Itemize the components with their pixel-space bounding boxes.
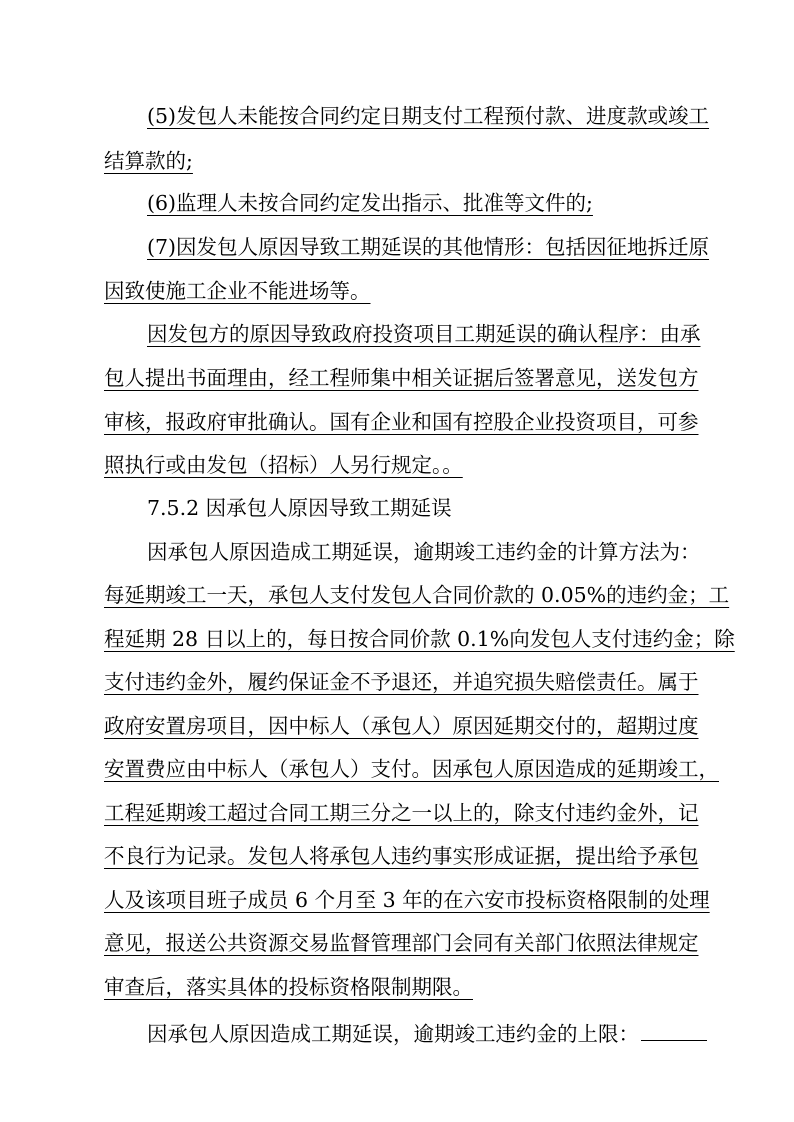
text-line: (7)因发包人原因导致工期延误的其他情形：包括因征地拆迁原 (147, 235, 710, 259)
text-line: 支付违约金外，履约保证金不予退还，并追究损失赔偿责任。属于 (104, 670, 699, 694)
fill-in-blank[interactable] (641, 1020, 707, 1041)
text-line: 每延期竣工一天，承包人支付发包人合同价款的 0.05%的违约金；工 (104, 583, 730, 607)
text-line: 审核，报政府审批确认。国有企业和国有控股企业投资项目，可参 (104, 410, 699, 434)
text-line: 程延期 28 日以上的，每日按合同价款 0.1%向发包人支付违约金；除 (104, 627, 735, 651)
text-line: 人及该项目班子成员 6 个月至 3 年的在六安市投标资格限制的处理 (104, 888, 710, 912)
text-line: 照执行或由发包（招标）人另行规定。。 (104, 453, 463, 477)
text-line: 不良行为记录。发包人将承包人违约事实形成证据，提出给予承包 (104, 844, 699, 868)
text-line: (6)监理人未按合同约定发出指示、批准等文件的; (147, 191, 593, 215)
text-line: 安置费应由中标人（承包人）支付。因承包人原因造成的延期竣工， (104, 757, 719, 781)
text-line: 包人提出书面理由，经工程师集中相关证据后签署意见，送发包方 (104, 366, 699, 390)
text-line: 因承包人原因造成工期延误，逾期竣工违约金的上限： (147, 1022, 639, 1046)
text-line: 工程延期竣工超过合同工期三分之一以上的，除支付违约金外，记 (104, 801, 699, 825)
text-line: (5)发包人未能按合同约定日期支付工程预付款、进度款或竣工 (147, 104, 710, 128)
text-line-with-blank (147, 1020, 707, 1048)
text-line: 因承包人原因造成工期延误，逾期竣工违约金的计算方法为： (147, 540, 701, 564)
text-line: 政府安置房项目，因中标人（承包人）原因延期交付的，超期过度 (104, 714, 699, 738)
text-line: 结算款的; (104, 149, 193, 173)
text-line: 意见，报送公共资源交易监督管理部门会同有关部门依照法律规定 (104, 931, 699, 955)
section-heading: 7.5.2 因承包人原因导致工期延误 (147, 496, 452, 520)
text-line: 审查后，落实具体的投标资格限制期限。 (104, 975, 473, 999)
text-line: 因发包方的原因导致政府投资项目工期延误的确认程序：由承 (147, 322, 701, 346)
text-line: 因致使施工企业不能进场等。 (104, 279, 371, 303)
